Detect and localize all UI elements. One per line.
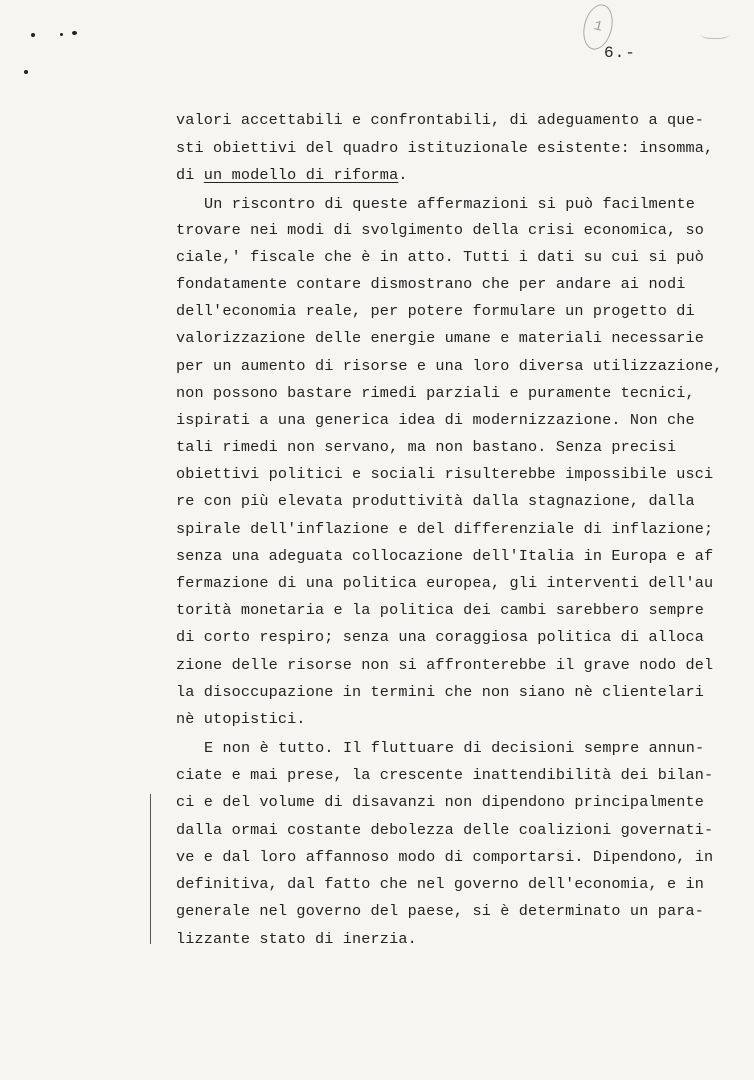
- margin-annotation-line: [150, 794, 151, 944]
- text-line: trovare nei modi di svolgimento della crisi economica, so: [176, 221, 705, 239]
- text-line: ve e dal loro affannoso modo di comportarsi. Dipendono, in: [176, 848, 714, 866]
- text-line: di corto respiro; senza una coraggiosa politica di alloca: [176, 628, 705, 646]
- stamp-number: 1: [591, 18, 605, 36]
- page-number: 6.-: [604, 44, 636, 62]
- corner-mark: [700, 26, 730, 39]
- text-line: ciate e mai prese, la crescente inattendibilità dei bilan-: [176, 766, 714, 784]
- text-line: [176, 165, 736, 185]
- text-line: valori accettabili e confrontabili, di adeguamento a que-: [176, 111, 705, 129]
- punch-dot: [60, 33, 63, 36]
- text-line: E non è tutto. Il fluttuare di decisioni sempre annun-: [204, 739, 705, 757]
- text-line: spirale dell'inflazione e del differenziale di inflazione;: [176, 520, 714, 538]
- text-line: nè utopistici.: [176, 710, 306, 728]
- text-line: valorizzazione delle energie umane e materiali necessarie: [176, 329, 705, 347]
- text-segment: .: [398, 166, 408, 184]
- underlined-phrase: un modello di riforma: [203, 166, 399, 184]
- text-segment: di: [176, 166, 204, 184]
- text-line: senza una adeguata collocazione dell'Italia in Europa e af: [176, 547, 714, 565]
- punch-dot: [24, 70, 28, 74]
- punch-dot: [31, 33, 35, 37]
- text-line: ciale,' fiscale che è in atto. Tutti i dati su cui si può: [176, 248, 705, 266]
- text-line: zione delle risorse non si affronterebbe il grave nodo del: [176, 656, 714, 674]
- text-line: tali rimedi non servano, ma non bastano. Senza precisi: [176, 438, 677, 456]
- text-line: generale nel governo del paese, si è determinato un para-: [176, 902, 705, 920]
- text-line: obiettivi politici e sociali risulterebbe impossibile usci: [176, 465, 714, 483]
- text-line: la disoccupazione in termini che non siano nè clientelari: [176, 683, 705, 701]
- text-line: dell'economia reale, per potere formulare un progetto di: [176, 302, 695, 320]
- text-line: non possono bastare rimedi parziali e puramente tecnici,: [176, 384, 695, 402]
- text-line: Un riscontro di queste affermazioni si può facilmente: [204, 195, 695, 213]
- text-line: torità monetaria e la politica dei cambi sarebbero sempre: [176, 601, 705, 619]
- text-line: dalla ormai costante debolezza delle coalizioni governati-: [176, 821, 714, 839]
- text-line: lizzante stato di inerzia.: [176, 930, 417, 948]
- text-line: re con più elevata produttività dalla stagnazione, dalla: [176, 492, 695, 510]
- text-line: ispirati a una generica idea di modernizzazione. Non che: [176, 411, 695, 429]
- text-line: fermazione di una politica europea, gli interventi dell'au: [176, 574, 714, 592]
- text-line: definitiva, dal fatto che nel governo dell'economia, e in: [176, 875, 705, 893]
- text-line: sti obiettivi del quadro istituzionale esistente: insomma,: [176, 139, 714, 157]
- text-line: fondatamente contare dismostrano che per andare ai nodi: [176, 275, 686, 293]
- punch-dot: [72, 31, 77, 35]
- text-line: per un aumento di risorse e una loro diversa utilizzazione,: [176, 357, 723, 375]
- text-line: ci e del volume di disavanzi non dipendono principalmente: [176, 793, 705, 811]
